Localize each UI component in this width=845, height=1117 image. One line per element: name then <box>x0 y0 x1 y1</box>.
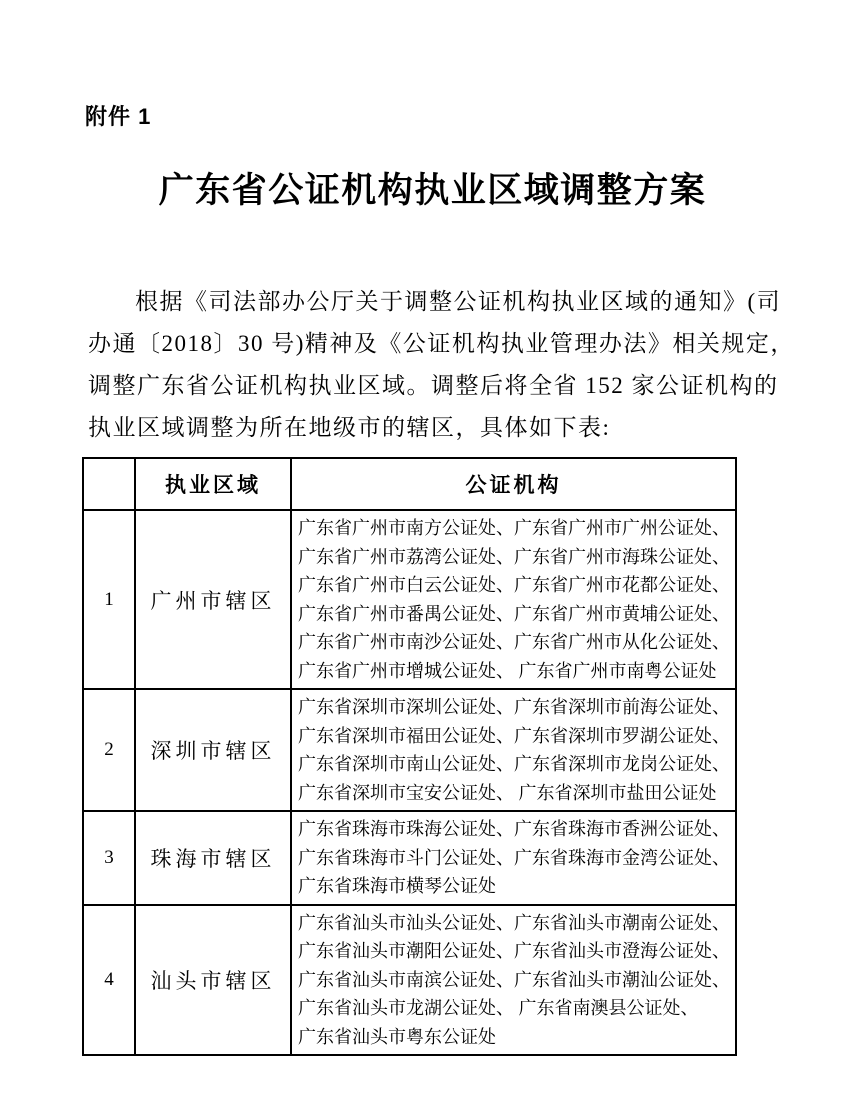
row-number: 3 <box>83 811 135 905</box>
document-title: 广东省公证机构执业区域调整方案 <box>158 171 707 210</box>
organ-line: 广东省汕头市粤东公证处 <box>298 1026 496 1047</box>
organ-line: 广东省深圳市宝安公证处、 广东省深圳市盐田公证处 <box>298 782 717 803</box>
organ-line: 广东省珠海市横琴公证处 <box>298 876 496 896</box>
organ-line: 广东省汕头市潮阳公证处、广东省汕头市澄海公证处、 <box>298 941 730 961</box>
paragraph-line: 办通〔2018〕30 号)精神及《公证机构执业管理办法》相关规定， <box>88 331 795 356</box>
paragraph-line: 根据《司法部办公厅关于调整公证机构执业区域的通知》(司 <box>135 289 782 314</box>
organ-line: 广东省珠海市斗门公证处、广东省珠海市金湾公证处、 <box>298 847 730 868</box>
organ-line: 广东省汕头市汕头公证处、广东省汕头市潮南公证处、 <box>298 912 730 933</box>
attachment-label: 附件 1 <box>85 104 152 129</box>
paragraph-line: 调整广东省公证机构执业区域。调整后将全省 152 家公证机构的 <box>88 373 779 398</box>
table-row <box>83 811 736 905</box>
jurisdiction-table <box>82 457 737 1056</box>
organ-line: 广东省珠海市珠海公证处、广东省珠海市香洲公证处、 <box>298 819 730 839</box>
organ-line: 广东省广州市南沙公证处、广东省广州市从化公证处、 <box>298 632 730 652</box>
header-cell-number <box>83 458 135 510</box>
organ-line: 广东省汕头市龙湖公证处、 广东省南澳县公证处、 <box>298 998 699 1018</box>
organ-line: 广东省汕头市南滨公证处、广东省汕头市潮汕公证处、 <box>298 969 730 990</box>
table-header-row <box>83 458 736 510</box>
table-row <box>83 510 736 689</box>
organ-line: 广东省深圳市深圳公证处、广东省深圳市前海公证处、 <box>298 697 730 717</box>
region-name: 广州市辖区 <box>135 510 291 689</box>
organ-list <box>291 689 736 811</box>
organ-list <box>291 510 736 689</box>
region-name: 汕头市辖区 <box>135 905 291 1056</box>
header-cell-organ: 公证机构 <box>291 458 736 510</box>
table-row <box>83 905 736 1056</box>
header-cell-region: 执业区域 <box>135 458 291 510</box>
organ-line: 广东省深圳市福田公证处、广东省深圳市罗湖公证处、 <box>298 725 730 746</box>
organ-line: 广东省广州市番禺公证处、广东省广州市黄埔公证处、 <box>298 603 730 624</box>
organ-line: 广东省深圳市南山公证处、广东省深圳市龙岗公证处、 <box>298 754 730 774</box>
table-row <box>83 689 736 811</box>
organ-list <box>291 811 736 905</box>
region-name: 珠海市辖区 <box>135 811 291 905</box>
row-number: 1 <box>83 510 135 689</box>
intro-paragraph <box>88 281 813 449</box>
paragraph-line: 执业区域调整为所在地级市的辖区，具体如下表: <box>88 415 611 440</box>
organ-line: 广东省广州市荔湾公证处、广东省广州市海珠公证处、 <box>298 546 730 567</box>
organ-list <box>291 905 736 1056</box>
organ-line: 广东省广州市白云公证处、广东省广州市花都公证处、 <box>298 575 730 595</box>
row-number: 2 <box>83 689 135 811</box>
region-name: 深圳市辖区 <box>135 689 291 811</box>
organ-line: 广东省广州市增城公证处、 广东省广州市南粤公证处 <box>298 660 717 681</box>
organ-line: 广东省广州市南方公证处、广东省广州市广州公证处、 <box>298 518 730 538</box>
row-number: 4 <box>83 905 135 1056</box>
